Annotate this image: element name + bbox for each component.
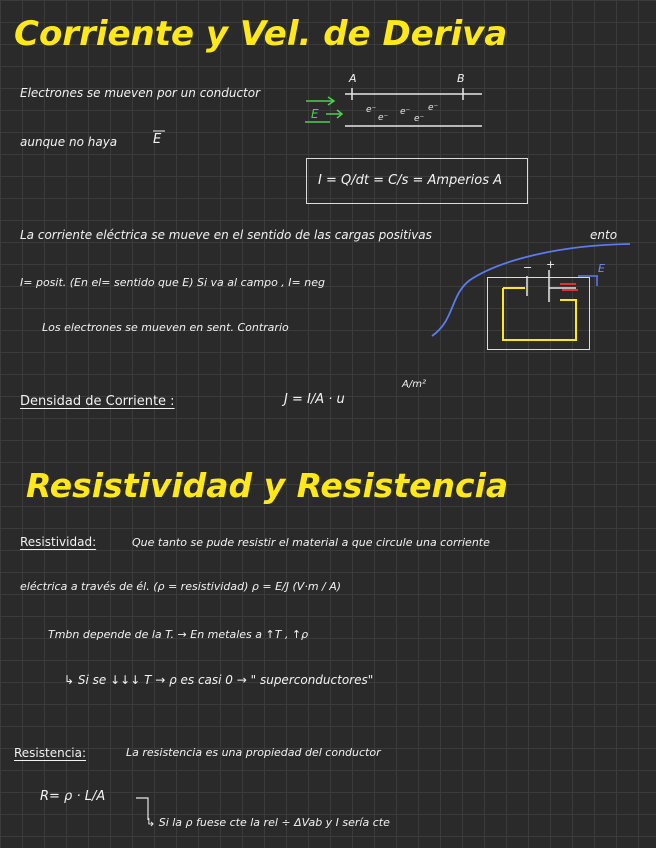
title-resistividad: Resistividad y Resistencia <box>26 466 509 505</box>
resistividad-def: Que tanto se pude resistir el material a que circule una corriente <box>132 536 490 549</box>
superconductores-note: ↳ Si se ↓↓↓ T → ρ es casi 0 → " superconductores" <box>64 673 374 687</box>
resistencia-formula: R= ρ · L/A <box>40 789 106 804</box>
line-corriente-cont: ento <box>590 228 618 242</box>
svg-text:e⁻: e⁻ <box>366 105 377 115</box>
svg-text:e⁻: e⁻ <box>400 107 411 117</box>
current-formula: I = Q/dt = C/s = Amperios A <box>318 173 503 188</box>
point-b-label: B <box>457 72 465 85</box>
svg-text:e⁻: e⁻ <box>378 113 389 123</box>
line-corriente-electrica: La corriente eléctrica se mueve en el sentido de las cargas positivas <box>20 228 432 242</box>
battery-minus: − <box>523 261 533 274</box>
battery-plus: + <box>546 258 556 271</box>
densidad-label: Densidad de Corriente : <box>20 394 175 409</box>
circuit-e-field: E <box>598 262 605 275</box>
resistividad-temp: Tmbn depende de la T. → En metales a ↑T , ↑ρ <box>48 628 309 641</box>
resistividad-label: Resistividad: <box>20 535 97 549</box>
line-positiva: I= posit. (En el= sentido que E) Si va al campo , I= neg <box>20 276 325 289</box>
e-vector-symbol: E <box>153 132 162 147</box>
title-corriente: Corriente y Vel. de Deriva <box>14 14 508 54</box>
svg-text:e⁻: e⁻ <box>414 114 425 124</box>
densidad-formula: J = I/A · u <box>284 392 345 407</box>
line-electrones: Electrones se mueven por un conductor <box>20 86 261 100</box>
line-electrones-contrario: Los electrones se mueven en sent. Contrario <box>42 321 289 334</box>
resistencia-label: Resistencia: <box>14 746 87 760</box>
line-aunque: aunque no haya <box>20 135 118 149</box>
point-a-label: A <box>349 72 357 85</box>
densidad-units: A/m² <box>402 379 426 390</box>
resistencia-def: La resistencia es una propiedad del conductor <box>126 746 381 759</box>
resistividad-def-cont: eléctrica a través de él. (ρ = resistividad) ρ = E/J (V·m / A) <box>20 580 342 593</box>
e-field-label: E <box>311 107 319 121</box>
svg-text:e⁻: e⁻ <box>428 103 439 113</box>
resistencia-note: ↳ Si la ρ fuese cte la rel ÷ ΔVab y I sería cte <box>146 816 390 829</box>
